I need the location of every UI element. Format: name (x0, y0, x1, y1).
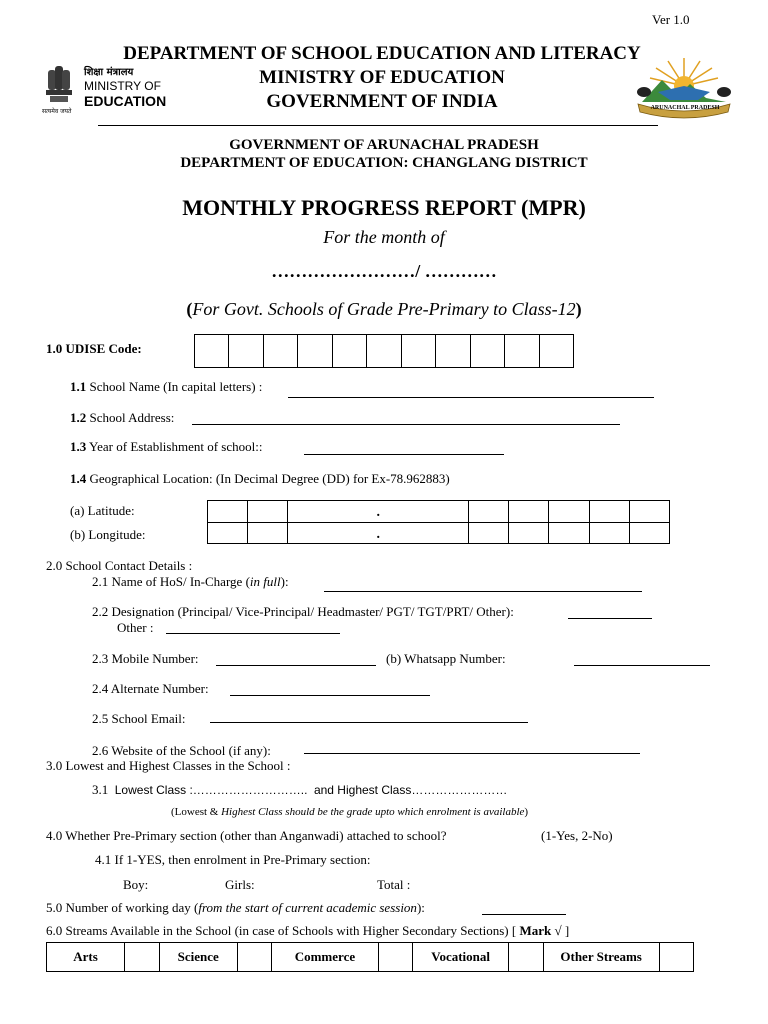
stream-other-label: Other Streams (543, 943, 659, 972)
hos-name-pre: 2.1 Name of HoS/ In-Charge ( (92, 574, 250, 589)
udise-digit-box[interactable] (263, 335, 297, 368)
longitude-label: (b) Longitude: (70, 527, 146, 542)
year-established-number: 1.3 (70, 439, 87, 454)
designation-label: 2.2 Designation (Principal/ Vice-Principal/ Headmaster/ PGT/ TGT/PRT/ Other): (92, 604, 514, 619)
hos-name-post: ): (280, 574, 289, 589)
arunachal-pradesh-logo (628, 56, 740, 122)
school-address-number: 1.2 (70, 410, 87, 425)
lowest-class-number: 3.1 (92, 782, 109, 797)
header-divider (98, 125, 658, 126)
alternate-number-label: 2.4 Alternate Number: (92, 681, 209, 696)
school-address-label (70, 410, 174, 426)
subheader-line1: GOVERNMENT OF ARUNACHAL PRADESH (229, 137, 539, 153)
longitude-box[interactable] (549, 522, 589, 544)
stream-arts-label: Arts (47, 943, 125, 972)
streams-heading-pre: 6.0 Streams Available in the School (in case of Schools with Higher Secondary Sections) [ (46, 923, 520, 938)
logo-motto: सत्यमेव जयते (42, 108, 72, 115)
working-days-italic: from the start of current academic session (198, 900, 417, 915)
streams-table (46, 942, 694, 972)
udise-digit-box[interactable] (332, 335, 366, 368)
whatsapp-number-field[interactable] (574, 665, 710, 666)
header-line2: MINISTRY OF EDUCATION (259, 67, 505, 88)
mobile-number-label: 2.3 Mobile Number: (92, 651, 199, 666)
designation-field[interactable] (568, 618, 652, 619)
school-name-field[interactable] (288, 397, 654, 398)
classes-note (171, 806, 528, 818)
longitude-box[interactable] (469, 522, 509, 544)
pre-primary-options: (1-Yes, 2-No) (541, 828, 613, 843)
subheader-line2: DEPARTMENT OF EDUCATION: CHANGLANG DISTRICT (180, 155, 588, 171)
month-label: For the month of (323, 227, 445, 247)
latitude-box[interactable] (509, 501, 549, 523)
geo-location-label (70, 471, 450, 487)
stream-arts-checkbox[interactable] (125, 943, 159, 972)
scope-text: For Govt. Schools of Grade Pre-Primary to Class-12 (192, 299, 576, 319)
website-label: 2.6 Website of the School (if any): (92, 743, 271, 758)
contact-details-heading: 2.0 School Contact Details : (46, 558, 193, 573)
udise-digit-box[interactable] (436, 335, 470, 368)
logo-line2: EDUCATION (84, 93, 167, 109)
udise-digit-box[interactable] (367, 335, 401, 368)
classes-note-open: (Lowest & (171, 806, 222, 818)
hos-name-field[interactable] (324, 591, 642, 592)
header-line3: GOVERNMENT OF INDIA (266, 91, 498, 112)
arunachal-logo-text: ARUNACHAL PRADESH (650, 105, 720, 111)
udise-digit-box[interactable] (401, 335, 435, 368)
coordinates-grid[interactable] (207, 500, 670, 544)
scope-open-paren: ( (186, 299, 193, 319)
school-email-label: 2.5 School Email: (92, 711, 186, 726)
school-name-number: 1.1 (70, 379, 87, 394)
longitude-box[interactable] (629, 522, 669, 544)
classes-note-close: ) (524, 806, 529, 818)
designation-other-field[interactable] (166, 633, 340, 634)
school-address-field[interactable] (192, 424, 620, 425)
schools-scope-note (0, 299, 768, 320)
scope-close-paren: ) (575, 299, 582, 319)
year-established-text: Year of Establishment of school:: (89, 439, 263, 454)
stream-other-checkbox[interactable] (659, 943, 693, 972)
stream-commerce-label: Commerce (272, 943, 378, 972)
udise-code-grid[interactable] (194, 334, 574, 368)
stream-vocational-label: Vocational (412, 943, 508, 972)
girls-label: Girls: (225, 877, 255, 892)
school-address-text: School Address: (89, 410, 175, 425)
pre-primary-enrolment-label: 4.1 If 1-YES, then enrolment in Pre-Primary section: (95, 852, 371, 867)
udise-digit-box[interactable] (298, 335, 332, 368)
geo-location-number: 1.4 (70, 471, 87, 486)
year-established-label (70, 439, 262, 455)
hos-name-label (92, 574, 289, 590)
longitude-box[interactable] (509, 522, 549, 544)
hos-name-italic: in full (249, 574, 281, 589)
pre-primary-question: 4.0 Whether Pre-Primary section (other than Anganwadi) attached to school? (46, 828, 447, 843)
working-days-label (46, 900, 425, 916)
school-name-label (70, 379, 262, 395)
alternate-number-field[interactable] (230, 695, 430, 696)
boy-label: Boy: (123, 877, 149, 892)
month-blank[interactable]: ……………………/ ………… (271, 261, 497, 281)
streams-heading (46, 923, 569, 939)
geo-location-text: Geographical Location: (In Decimal Degree (DD) for Ex-78.962883) (89, 471, 450, 486)
year-established-field[interactable] (304, 454, 504, 455)
logo-hindi-text: शिक्षा मंत्रालय (84, 67, 134, 78)
working-days-field[interactable] (482, 914, 566, 915)
school-email-field[interactable] (210, 722, 528, 723)
mobile-number-field[interactable] (216, 665, 376, 666)
streams-mark-label: Mark √ (519, 923, 562, 938)
stream-vocational-checkbox[interactable] (509, 943, 543, 972)
udise-digit-box[interactable] (539, 335, 573, 368)
version-label: Ver 1.0 (652, 12, 690, 27)
latitude-box[interactable] (549, 501, 589, 523)
working-days-post: ): (416, 900, 425, 915)
latitude-box[interactable] (248, 501, 288, 523)
stream-science-label: Science (159, 943, 237, 972)
page-title: MONTHLY PROGRESS REPORT (MPR) (182, 195, 586, 220)
longitude-box[interactable] (589, 522, 629, 544)
udise-digit-box[interactable] (195, 335, 229, 368)
udise-digit-box[interactable] (505, 335, 539, 368)
highest-class-text: and Highest Class…………………… (313, 783, 508, 797)
stream-commerce-checkbox[interactable] (378, 943, 412, 972)
header-line1: DEPARTMENT OF SCHOOL EDUCATION AND LITERACY (123, 43, 641, 64)
latitude-box[interactable] (589, 501, 629, 523)
latitude-box[interactable] (469, 501, 509, 523)
latitude-box[interactable] (208, 501, 248, 523)
working-days-pre: 5.0 Number of working day ( (46, 900, 199, 915)
udise-label: 1.0 UDISE Code: (46, 341, 142, 356)
udise-digit-box[interactable] (229, 335, 263, 368)
logo-line1: MINISTRY OF (84, 79, 161, 93)
website-field[interactable] (304, 753, 640, 754)
longitude-box[interactable] (248, 522, 288, 544)
stream-science-checkbox[interactable] (237, 943, 271, 972)
longitude-decimal-point: . (288, 522, 469, 544)
latitude-label: (a) Latitude: (70, 503, 135, 518)
total-label: Total : (377, 877, 411, 892)
lowest-class-label (92, 782, 507, 798)
latitude-box[interactable] (629, 501, 669, 523)
designation-other-label: Other : (117, 620, 154, 635)
longitude-box[interactable] (208, 522, 248, 544)
udise-digit-box[interactable] (470, 335, 504, 368)
streams-heading-post: ] (561, 923, 570, 938)
latitude-decimal-point: . (288, 501, 469, 523)
arunachal-emblem-icon (628, 56, 740, 122)
lowest-class-text: Lowest Class :……………………….. (114, 783, 308, 797)
school-name-text: School Name (In capital letters) : (89, 379, 263, 394)
classes-note-italic: Highest Class should be the grade upto which enrolment is available (221, 806, 525, 818)
classes-heading: 3.0 Lowest and Highest Classes in the School : (46, 758, 291, 773)
whatsapp-number-label: (b) Whatsapp Number: (386, 651, 506, 666)
